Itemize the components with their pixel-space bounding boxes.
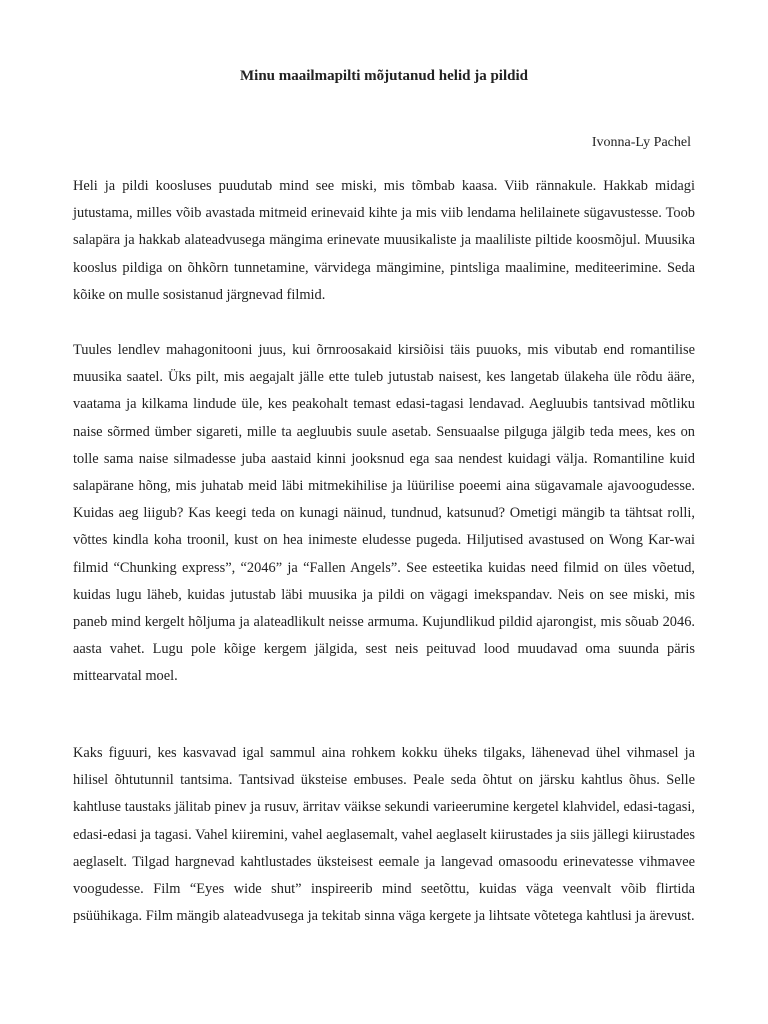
paragraph-3: Kaks figuuri, kes kasvavad igal sammul aina rohkem kokku üheks tilgaks, lähenevad ühel vihmasel ja hilisel õhtutunnil tantsima. Tantsivad üksteise embuses. Peale seda õhtut on järsku kahtlus õhus. Selle kahtluse taustaks jälitab pinev ja rusuv, ärritav väikse sekundi varieerumine kergetel klahvidel, edasi-tagasi, edasi-edasi ja tagasi. Vahel kiiremini, vahel aeglasemalt, vahel aeglaselt kiirustades ja siis jällegi kiirustades aeglaselt. Tilgad hargnevad kahtlustades üksteisest eemale ja langevad omasoodu erinevatesse vihmavee voogudesse. Film “Eyes wide shut” inspireerib mind seetõttu, kuidas väga veenvalt võib flirtida psüühikaga. Film mängib alateadvusega ja tekitab sinna väga kergete ja lihtsate võtetega kahtlusi ja ärevust. xyxy=(73,745,695,925)
author-name: Ivonna-Ly Pachel xyxy=(591,135,691,150)
paragraph-1: Heli ja pildi koosluses puudutab mind see miski, mis tõmbab kaasa. Viib rännakule. Hakkab midagi jutustama, milles võib avastada mitmeid erinevaid kihte ja mis viib lendama helilainete sügavustesse. Toob salapära ja hakkab alateadvusega mängima erinevate muusikaliste ja maaliliste piltide koosmõjul. Muusika kooslus pildiga on õhkõrn tunnetamine, värvidega mängimine, pintsliga maalimine, mediteerimine. Seda kõike on mulle sosistanud järgnevad filmid. xyxy=(73,178,695,303)
document-title: Minu maailmapilti mõjutanud helid ja pildid xyxy=(240,68,528,84)
paragraph-2: Tuules lendlev mahagonitooni juus, kui õrnroosakaid kirsiõisi täis puuoks, mis vibutab end romantilise muusika saatel. Üks pilt, mis aegajalt jälle ette tuleb jutustab naisest, kes langetab ülakeha üle rõdu ääre, vaatama ja kilkama lindude üle, kes peakohalt temast edasi-tagasi lendavad. Aegluubis tantsivad mõtliku naise sõrmed ümber sigareti, mille ta aegluubis suule asetab. Sensuaalse pilguga jälgib teda mees, kes on tolle sama naise silmadesse juba aastaid kinni jooksnud ega saa nendest kuidagi välja. Romantiline kuid salapärane hõng, mis juhatab meid läbi mitmekihilise ja lüürilise poeemi aina sügavamale ajavoogudesse. Kuidas aeg liigub? Kas keegi teda on kunagi näinud, tundnud, katsunud? Ometigi mängib ta tähtsat rolli, võttes kindla koha troonil, kust on hea inimeste eludesse pugeda. Hiljutised avastused on Wong Kar-wai filmid “Chunking express”, “2046” ja “Fallen Angels”. See esteetika kuidas need filmid on üles võetud, kuidas lugu läheb, kuidas jutustab läbi muusika ja pildi on vägagi imekspandav. Neis on see miski, mis paneb mind kergelt hõljuma ja alateadlikult neisse armuma. Kujundlikud pildid ajarongist, mis sõuab 2046. aasta vahet. Lugu pole kõige kergem jälgida, sest neis peituvad lood muudavad oma suunda päris mittearvatal moel. xyxy=(73,342,695,685)
